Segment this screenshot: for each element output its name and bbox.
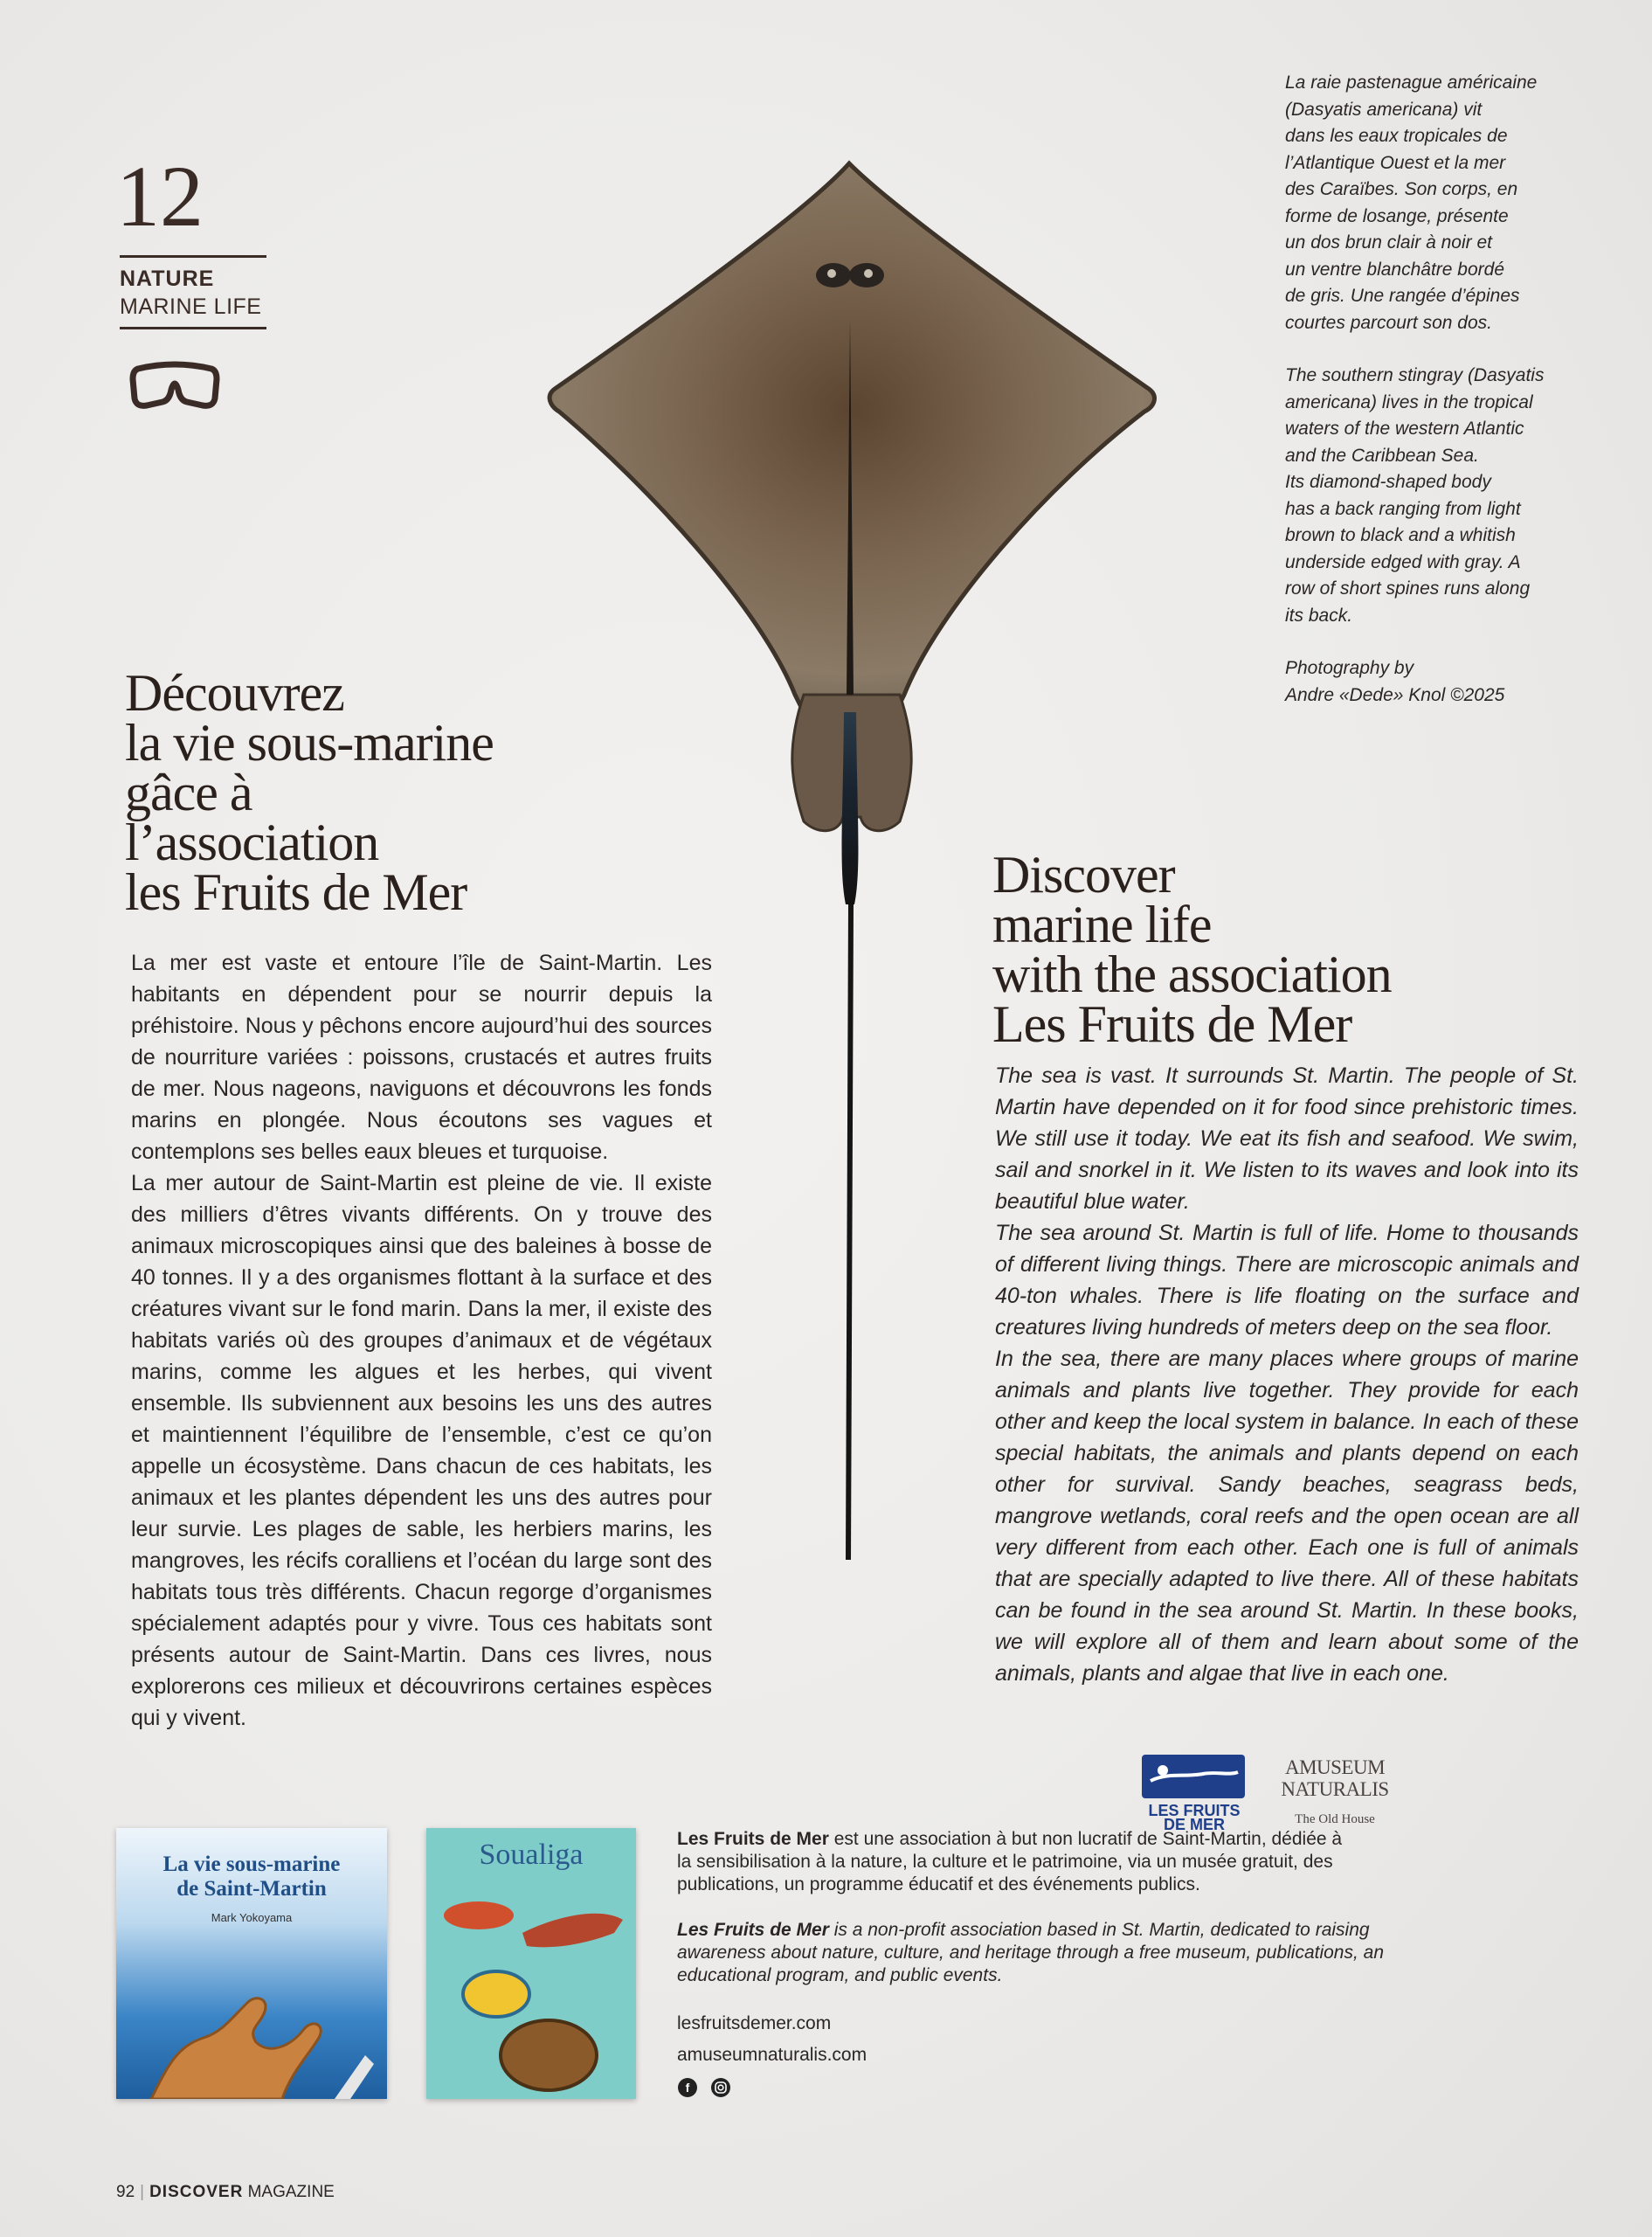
photo-credit: Photography by Andre «Dede» Knol ©2025 — [1285, 658, 1505, 705]
french-article-body: La mer est vaste et entoure l’île de Saint-Martin. Les habitants en dépendent pour se nourrir depuis la préhistoire. Nous y pêchons encore aujourd’hui des sources de nourriture variées : poissons, crustacés et autres fruits de mer. Nous nageons, naviguons et découvrons les fonds marins en plongée. Nous écoutons ses vagues et contemplons ses belles eaux bleues et turquoise. La mer autour de Saint-Martin est pleine de vie. Il existe des milliers d’êtres vivants différents. On y trouve des animaux microscopiques ainsi que des baleines à bosse de 40 tonnes. Il y a des organismes flottant à la surface et des créatures vivant sur le fond marin. Dans la mer, il existe des habitats variés où des groupes d’animaux et de végétaux marins, comme les algues et les herbes, qui vivent ensemble. Ils subviennent aux besoins les uns des autres et maintiennent l’équilibre de l’ensemble, c’est ce qu’on appelle un écosystème. Dans chacun de ces habitats, les animaux et les plantes dépendent les uns des autres pour leur survie. Les plages de sable, les herbiers marins, les mangroves, les récifs coralliens et l’océan du large sont des habitats tous très différents. Chacun regorge d’organismes spécialement adaptés pour y vivre. Tous ces habitats sont présents autour de Saint-Martin. Dans ces livres, nous explorerons ces milieux et découvrirons certaines espèces qui y vivent. — [131, 951, 712, 1730]
dive-mask-icon — [129, 358, 220, 415]
photo-caption-french: La raie pastenague américaine (Dasyatis americana) vit dans les eaux tropicales de l’Atlantique Ouest et la mer des Caraïbes. Son corps, en forme de losange, présente un dos brun clair à noir et un ventre blanchâtre bordé de gris. Une rangée d’épines courtes parcourt son dos. — [1285, 73, 1538, 333]
page-footer — [116, 2183, 335, 2202]
lfdm-logo-text: LES FRUITS DE MER — [1148, 1802, 1241, 1833]
section-number: 12 — [116, 148, 204, 245]
link-amuseumnaturalis[interactable]: amuseumnaturalis.com — [677, 2045, 867, 2065]
section-rule-top — [120, 255, 266, 258]
footer-separator: | — [140, 2183, 145, 2201]
book1-title: La vie sous-marine de Saint-Martin — [162, 1853, 341, 1901]
book-cover-la-vie-sous-marine — [116, 1828, 387, 2099]
book-cover-soualiga — [426, 1828, 636, 2099]
association-name-en: Les Fruits de Mer — [677, 1920, 829, 1940]
sea-creatures-illustration — [426, 1880, 636, 2099]
amuseum-naturalis-logo — [1278, 1756, 1392, 1827]
section-rule-bottom — [120, 327, 266, 329]
association-info-french — [677, 1828, 1463, 1896]
section-title: NATURE — [120, 267, 215, 291]
les-fruits-de-mer-logo — [1142, 1755, 1247, 1832]
page-number: 92 — [116, 2183, 135, 2201]
amuseum-name: AMUSEUM NATURALIS — [1281, 1756, 1389, 1800]
coral-illustration — [116, 1942, 387, 2099]
french-headline: Découvrez la vie sous-marine gâce à l’association les Fruits de Mer — [125, 664, 494, 921]
association-desc-en: is a non-profit association based in St. Martin, dedicated to raising awareness about nature, culture, and heritage through a free museum, publications, an educational program, and public events. — [677, 1920, 1385, 1985]
link-lesfruitsdemer[interactable]: lesfruitsdemer.com — [677, 2013, 832, 2033]
lfdm-diver-emblem — [1142, 1755, 1245, 1798]
facebook-icon[interactable]: f — [678, 2078, 697, 2097]
amuseum-subtitle: The Old House — [1295, 1812, 1375, 1826]
association-name-fr: Les Fruits de Mer — [677, 1829, 829, 1849]
book2-title: Soualiga — [479, 1839, 584, 1871]
english-article-body: The sea is vast. It surrounds St. Martin. The people of St. Martin have depended on it for food since prehistoric times. We still use it today. We eat its fish and seafood. We swim, sail and snorkel in it. We listen to its waves and look into its beautiful blue water. The sea around St. Martin is full of life. Home to thousands of different living things. There are microscopic animals and 40-ton whales. There is life floating on the surface and creatures living hundreds of meters deep on the sea floor. In the sea, there are many places where groups of marine animals and plants live together. They provide for each other and keep the local system in balance. In each of these special habitats, the animals and plants depend on each other for survival. Sandy beaches, seagrass beds, mangrove wetlands, coral reefs and the open ocean are all very different from each other. Each one is full of animals that are specially adapted to live there. All of these habitats can be found in the sea around St. Martin. In these books, we will explore all of them and learn about some of the animals, plants and algae that live in each one. — [995, 1063, 1579, 1686]
photo-caption-english: The southern stingray (Dasyatis americana) lives in the tropical waters of the western Atlantic and the Caribbean Sea. Its diamond-shaped body has a back ranging from light brown to black and a whitish underside edged with gray. A row of short spines runs along its back. — [1285, 365, 1545, 626]
english-headline: Discover marine life with the association Les Fruits de Mer — [992, 846, 1392, 1053]
magazine-name: MAGAZINE — [247, 2183, 335, 2201]
association-desc-fr: est une association à but non lucratif de Saint-Martin, dédiée à la sensibilisation à la nature, la culture et le patrimoine, via un musée gratuit, des publications, un programme éducatif et des événements publics. — [677, 1829, 1343, 1894]
association-info-english — [677, 1919, 1463, 1987]
instagram-icon[interactable] — [711, 2078, 730, 2097]
section-subtitle: MARINE LIFE — [120, 294, 262, 319]
magazine-name-bold: DISCOVER — [149, 2183, 244, 2201]
book1-author: Mark Yokoyama — [211, 1911, 293, 1924]
